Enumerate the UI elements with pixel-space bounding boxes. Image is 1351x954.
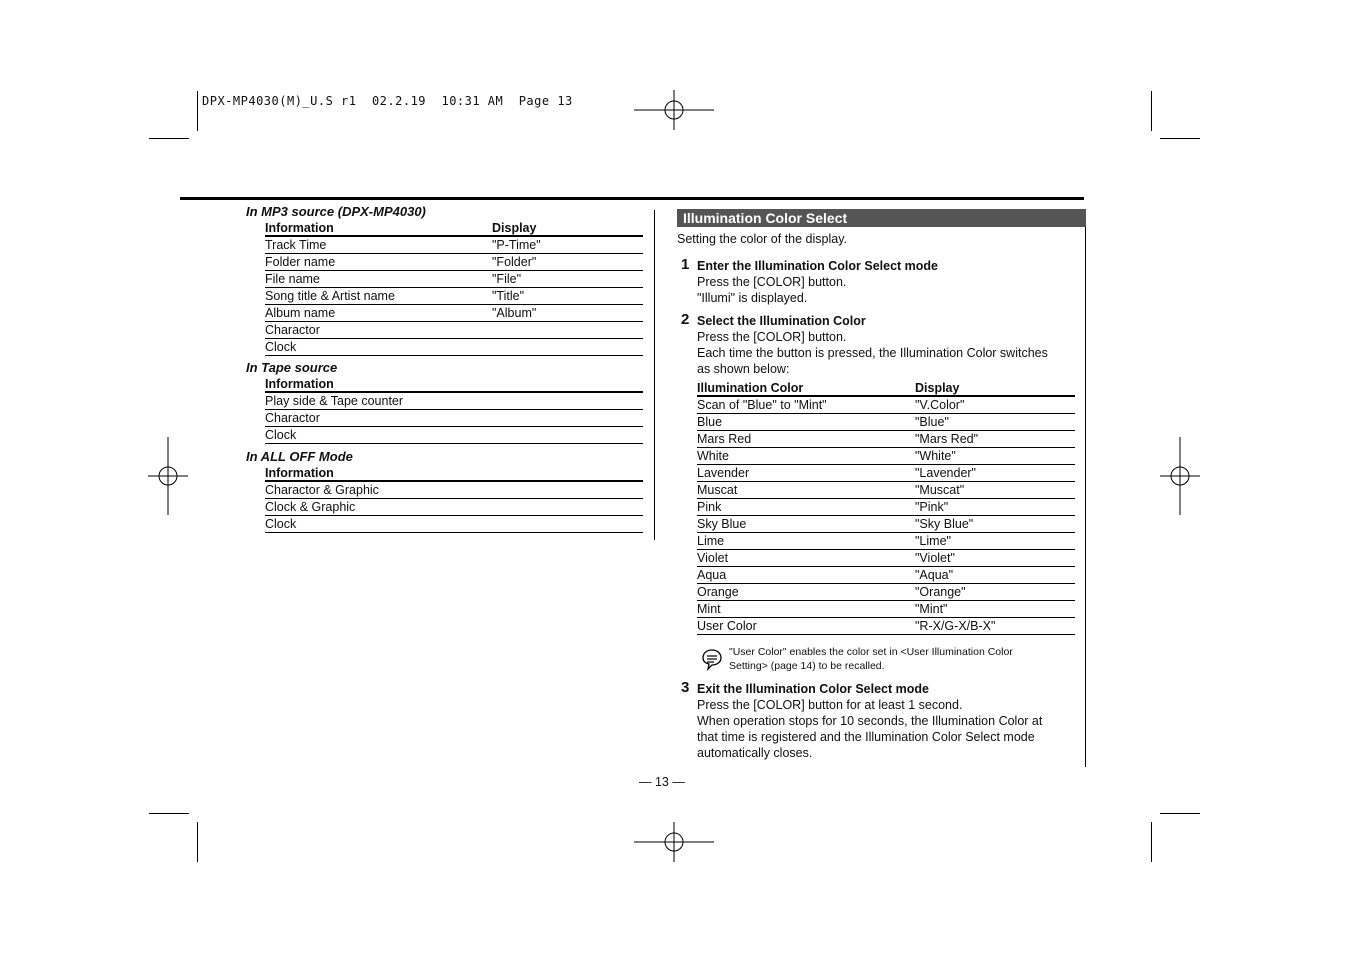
col-display: Display: [915, 380, 1075, 396]
col-information: Information: [265, 465, 643, 481]
table-row: [265, 392, 643, 410]
color-cell: Scan of "Blue" to "Mint": [697, 396, 915, 414]
table-row: [265, 305, 643, 322]
note-icon: [700, 647, 724, 671]
note-line2: Setting> (page 14) to be recalled.: [729, 660, 885, 672]
display-cell: "Orange": [915, 584, 1075, 601]
info-cell: Clock & Graphic: [265, 499, 643, 516]
step-1-line2: "Illumi" is displayed.: [697, 291, 808, 305]
display-cell: "Folder": [492, 254, 643, 271]
table-row: [265, 427, 643, 444]
section-header: Illumination Color Select: [677, 209, 1086, 227]
step-2-line2: Each time the button is pressed, the Illumination Color switches: [697, 346, 1048, 360]
table-row: [265, 339, 643, 356]
info-cell: Clock: [265, 339, 492, 356]
table-row: [697, 550, 1075, 567]
color-cell: Violet: [697, 550, 915, 567]
color-cell: Mint: [697, 601, 915, 618]
table-row: [265, 481, 643, 499]
registration-mark-bottom: [634, 822, 714, 862]
print-header: DPX-MP4030(M)_U.S r1 02.2.19 10:31 AM Page 13: [202, 94, 573, 108]
display-cell: "Aqua": [915, 567, 1075, 584]
color-cell: Lime: [697, 533, 915, 550]
table-row: [697, 448, 1075, 465]
step-2-number: 2: [681, 311, 690, 328]
table-row: [697, 533, 1075, 550]
mp3-section-title: In MP3 source (DPX-MP4030): [246, 204, 426, 219]
info-cell: Charactor: [265, 410, 643, 427]
display-cell: "Pink": [915, 499, 1075, 516]
display-cell: "File": [492, 271, 643, 288]
table-row: [697, 396, 1075, 414]
display-cell: "Blue": [915, 414, 1075, 431]
info-cell: Clock: [265, 427, 643, 444]
display-cell: "Title": [492, 288, 643, 305]
color-cell: Pink: [697, 499, 915, 516]
step-3-line3: that time is registered and the Illumination Color Select mode: [697, 730, 1035, 744]
table-row: [697, 414, 1075, 431]
right-border: [1085, 209, 1086, 767]
info-cell: Charactor & Graphic: [265, 481, 643, 499]
step-3-line2: When operation stops for 10 seconds, the Illumination Color at: [697, 714, 1043, 728]
color-table: [697, 380, 1075, 635]
col-illumination-color: Illumination Color: [697, 380, 915, 396]
table-row: [697, 618, 1075, 635]
info-cell: Song title & Artist name: [265, 288, 492, 305]
table-row: [265, 236, 643, 254]
note-line1: "User Color" enables the color set in <User Illumination Color: [729, 646, 1013, 658]
table-row: [697, 601, 1075, 618]
info-cell: File name: [265, 271, 492, 288]
display-cell: "Sky Blue": [915, 516, 1075, 533]
color-cell: User Color: [697, 618, 915, 635]
alloff-table: [265, 465, 643, 533]
table-row: [265, 271, 643, 288]
intro-text: Setting the color of the display.: [677, 232, 848, 246]
display-cell: "V.Color": [915, 396, 1075, 414]
color-cell: Mars Red: [697, 431, 915, 448]
table-row: [697, 584, 1075, 601]
table-row: [697, 516, 1075, 533]
display-cell: "Muscat": [915, 482, 1075, 499]
step-1-number: 1: [681, 256, 690, 273]
table-row: [265, 288, 643, 305]
info-cell: Folder name: [265, 254, 492, 271]
col-information: Information: [265, 220, 492, 236]
table-row: [697, 482, 1075, 499]
info-cell: Album name: [265, 305, 492, 322]
color-cell: Lavender: [697, 465, 915, 482]
step-2-line1: Press the [COLOR] button.: [697, 330, 847, 344]
color-cell: Muscat: [697, 482, 915, 499]
display-cell: "Violet": [915, 550, 1075, 567]
display-cell: "Lime": [915, 533, 1075, 550]
table-row: [697, 431, 1075, 448]
display-cell: "Mars Red": [915, 431, 1075, 448]
step-3-line4: automatically closes.: [697, 746, 813, 760]
alloff-section-title: In ALL OFF Mode: [246, 449, 353, 464]
info-cell: Clock: [265, 516, 643, 533]
table-row: [697, 499, 1075, 516]
step-3-title: Exit the Illumination Color Select mode: [697, 682, 929, 696]
registration-mark-top: [634, 90, 714, 130]
table-row: [697, 465, 1075, 482]
color-cell: Aqua: [697, 567, 915, 584]
step-3-number: 3: [681, 679, 690, 696]
display-cell: [492, 322, 643, 339]
table-row: [697, 567, 1075, 584]
page-number: — 13 —: [639, 775, 685, 789]
col-information: Information: [265, 376, 643, 392]
display-cell: "P-Time": [492, 236, 643, 254]
column-divider: [654, 210, 655, 540]
color-cell: Orange: [697, 584, 915, 601]
registration-mark-left: [148, 437, 188, 515]
step-1-title: Enter the Illumination Color Select mode: [697, 259, 939, 273]
info-cell: Track Time: [265, 236, 492, 254]
table-row: [265, 410, 643, 427]
tape-table: [265, 376, 643, 444]
display-cell: "Lavender": [915, 465, 1075, 482]
step-2-title: Select the Illumination Color: [697, 314, 866, 328]
color-cell: White: [697, 448, 915, 465]
color-cell: Blue: [697, 414, 915, 431]
step-3-line1: Press the [COLOR] button for at least 1 second.: [697, 698, 963, 712]
info-cell: Play side & Tape counter: [265, 392, 643, 410]
info-cell: Charactor: [265, 322, 492, 339]
col-display: Display: [492, 220, 643, 236]
table-row: [265, 254, 643, 271]
mp3-table: [265, 220, 643, 356]
step-1-line1: Press the [COLOR] button.: [697, 275, 847, 289]
display-cell: "Album": [492, 305, 643, 322]
registration-mark-right: [1160, 437, 1200, 515]
table-row: [265, 499, 643, 516]
display-cell: "White": [915, 448, 1075, 465]
color-cell: Sky Blue: [697, 516, 915, 533]
display-cell: "Mint": [915, 601, 1075, 618]
tape-section-title: In Tape source: [246, 360, 338, 375]
table-row: [265, 322, 643, 339]
display-cell: "R-X/G-X/B-X": [915, 618, 1075, 635]
top-rule: [180, 197, 1084, 200]
step-2-line3: as shown below:: [697, 362, 790, 376]
display-cell: [492, 339, 643, 356]
table-row: [265, 516, 643, 533]
